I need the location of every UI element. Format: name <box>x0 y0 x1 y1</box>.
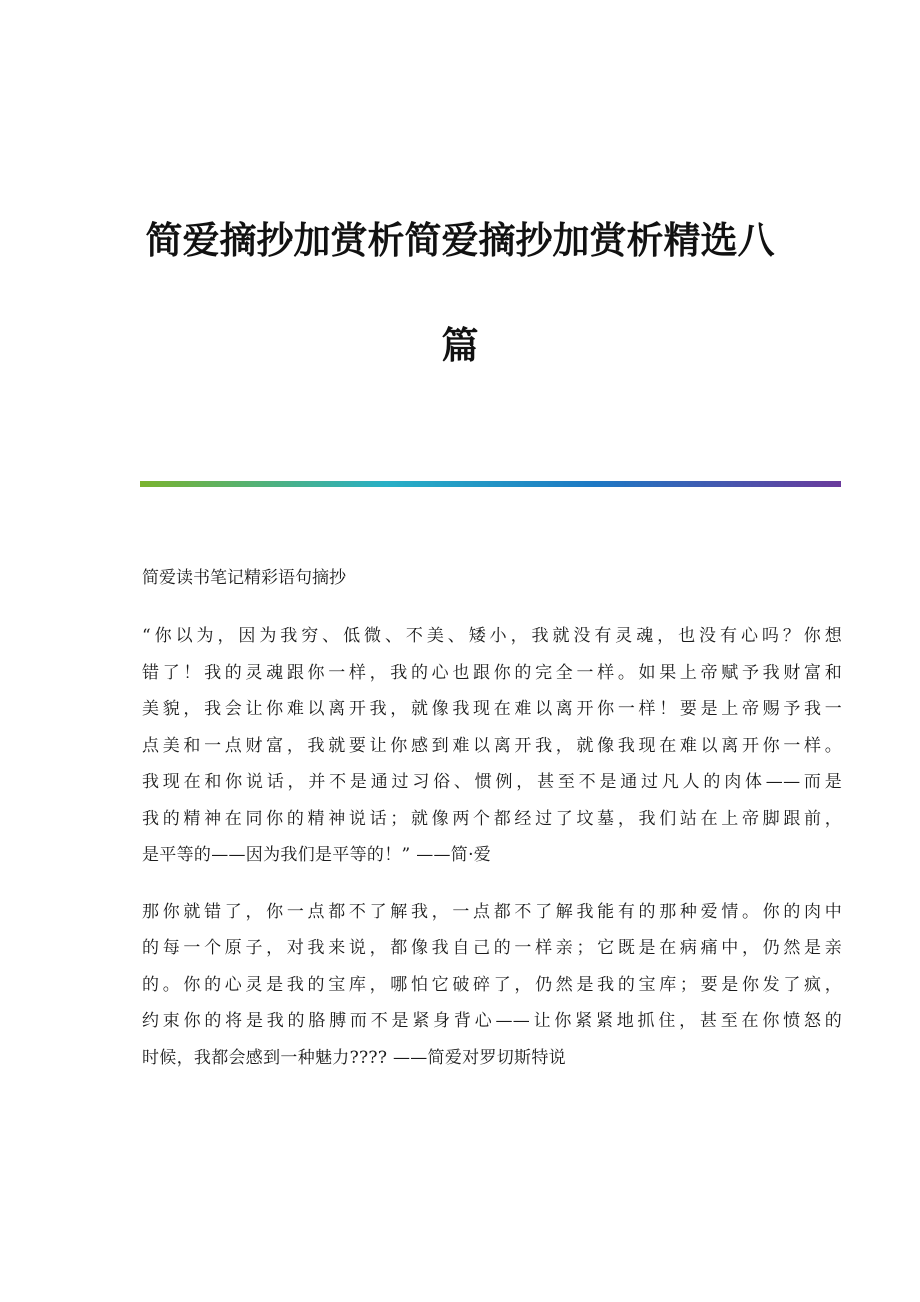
document-title <box>100 188 820 398</box>
paragraph-line: 是平等的——因为我们是平等的！” ——简·爱 <box>142 845 492 865</box>
title-line-1: 简爱摘抄加赏析简爱摘抄加赏析精选八 <box>145 218 775 262</box>
paragraph-line: 我现在和你说话，并不是通过习俗、惯例，甚至不是通过凡人的肉体——而是 <box>142 772 842 792</box>
paragraph-line: 美貌，我会让你难以离开我，就像我现在难以离开你一样！要是上帝赐予我一 <box>142 699 842 719</box>
gradient-divider <box>140 481 841 487</box>
paragraph-line: 点美和一点财富，我就要让你感到难以离开我，就像我现在难以离开你一样。 <box>142 735 842 756</box>
quote-paragraph-2 <box>142 894 842 1077</box>
title-line-2: 篇 <box>441 323 479 367</box>
quote-paragraph-1 <box>142 618 842 874</box>
paragraph-line: 错了！我的灵魂跟你一样，我的心也跟你的完全一样。如果上帝赋予我财富和 <box>142 662 842 683</box>
section-heading: 简爱读书笔记精彩语句摘抄 <box>142 568 346 588</box>
paragraph-line: 的每一个原子，对我来说，都像我自己的一样亲；它既是在病痛中，仍然是亲 <box>142 938 842 958</box>
paragraph-line: 的。你的心灵是我的宝库，哪怕它破碎了，仍然是我的宝库；要是你发了疯， <box>142 974 842 995</box>
paragraph-line: 我的精神在同你的精神说话；就像两个都经过了坟墓，我们站在上帝脚跟前， <box>142 808 842 829</box>
paragraph-line: 时候，我都会感到一种魅力???? ——简爱对罗切斯特说 <box>142 1047 566 1068</box>
paragraph-line: “你以为，因为我穷、低微、不美、矮小，我就没有灵魂，也没有心吗？你想 <box>142 626 842 646</box>
paragraph-line: 约束你的将是我的胳膊而不是紧身背心——让你紧紧地抓住，甚至在你愤怒的 <box>142 1011 842 1031</box>
document-body <box>142 560 842 1096</box>
paragraph-line: 那你就错了，你一点都不了解我，一点都不了解我能有的那种爱情。你的肉中 <box>142 901 842 922</box>
